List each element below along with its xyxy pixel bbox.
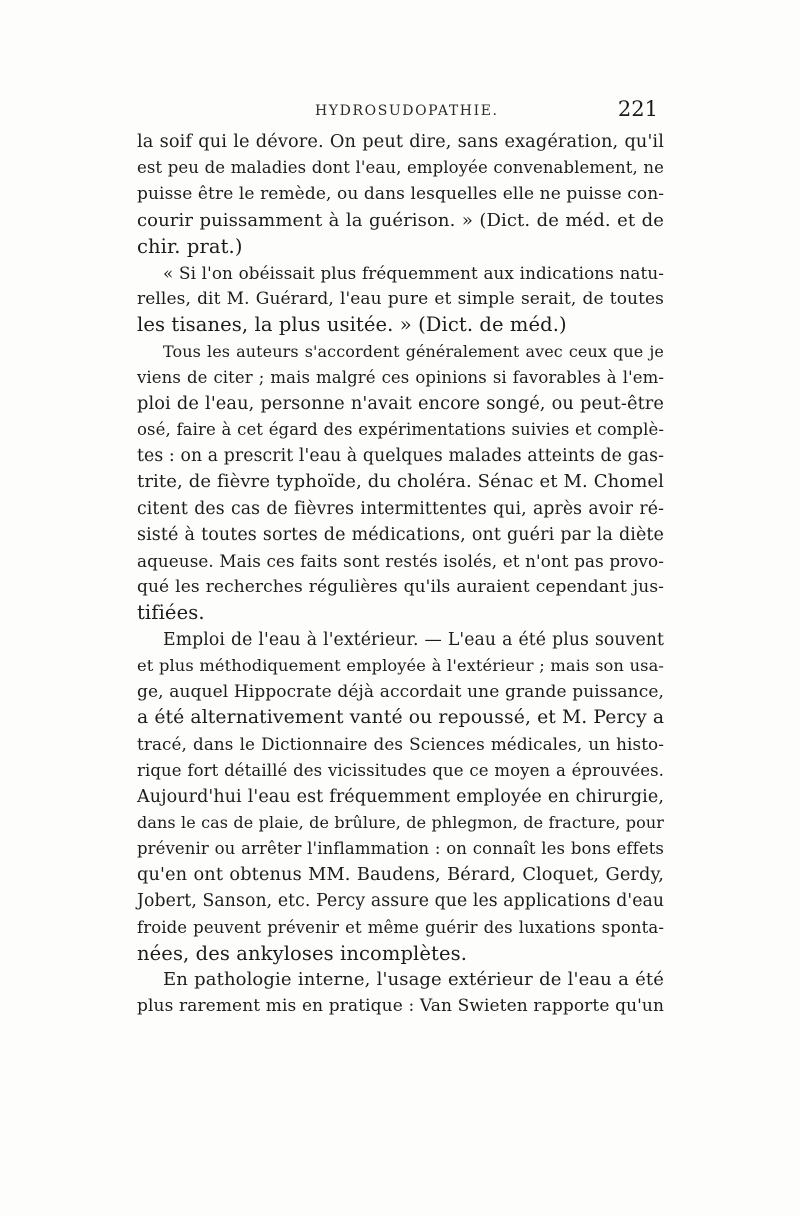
text-line: « Si l'on obéissait plus fréquemment aux indications natu- [163,262,664,283]
text-line: a été alternativement vanté ou repoussé, et M. Percy a [137,707,665,729]
text-line: relles, dit M. Guérard, l'eau pure et simple serait, de toutes [137,289,664,310]
text-line: est peu de maladies dont l'eau, employée convenablement, ne [137,158,664,178]
section-heading-line: Emploi de l'eau à l'extérieur. — L'eau a été plus souvent [163,629,664,650]
text-line: puisse être le remède, ou dans lesquelles elle ne puisse con- [137,184,665,205]
text-line: nées, des ankyloses incomplètes. [137,941,468,965]
text-line: tifiées. [137,601,205,625]
text-line: sisté à toutes sortes de médications, ont guéri par la diète [137,524,664,545]
text-line: plus rarement mis en pratique : Van Swieten rapporte qu'un [137,996,664,1017]
text-line: citent des cas de fièvres intermittentes qui, après avoir ré- [137,498,664,519]
text-line: ploi de l'eau, personne n'avait encore songé, ou peut-être [137,393,664,414]
text-line: qué les recherches régulières qu'ils auraient cependant jus- [137,577,664,598]
text-line: tracé, dans le Dictionnaire des Sciences médicales, un histo- [137,734,664,755]
text-line: Aujourd'hui l'eau est fréquemment employée en chirurgie, [137,786,664,807]
text-line: ge, auquel Hippocrate déjà accordait une grande puissance, [137,681,664,702]
running-title: HYDROSUDOPATHIE. [315,103,499,119]
text-line: et plus méthodiquement employée à l'extérieur ; mais son usa- [137,655,664,675]
text-line: viens de citer ; mais malgré ces opinions si favorables à l'em- [137,367,664,387]
text-line: froide peuvent prévenir et même guérir des luxations sponta- [137,917,664,937]
body-text [137,129,664,1019]
text-line: chir. prat.) [137,234,243,258]
text-line: tes : on a prescrit l'eau à quelques malades atteints de gas- [137,446,664,467]
page-number: 221 [617,97,658,121]
text-line: les tisanes, la plus usitée. » (Dict. de méd.) [137,313,567,337]
text-line: Tous les auteurs s'accordent généralement avec ceux que je [163,341,664,361]
page-header [140,97,660,125]
text-line: osé, faire à cet égard des expérimentations suivies et complè- [137,420,664,440]
text-line: la soif qui le dévore. On peut dire, sans exagération, qu'il [137,132,664,152]
text-line: aqueuse. Mais ces faits sont restés isolés, et n'ont pas provo- [137,551,664,571]
text-line: En pathologie interne, l'usage extérieur de l'eau a été [163,969,664,990]
text-line: rique fort détaillé des vicissitudes que ce moyen a éprouvées. [137,760,664,780]
text-line: dans le cas de plaie, de brûlure, de phlegmon, de fracture, pour [137,812,664,832]
text-line: Jobert, Sanson, etc. Percy assure que les applications d'eau [137,891,665,912]
text-line: trite, de fièvre typhoïde, du choléra. Sénac et M. Chomel [137,471,664,493]
text-line: qu'en ont obtenus MM. Baudens, Bérard, Cloquet, Gerdy, [137,865,664,886]
text-line: courir puissamment à la guérison. » (Dict. de méd. et de [137,209,664,231]
text-line: prévenir ou arrêter l'inflammation : on connaît les bons effets [137,839,664,859]
